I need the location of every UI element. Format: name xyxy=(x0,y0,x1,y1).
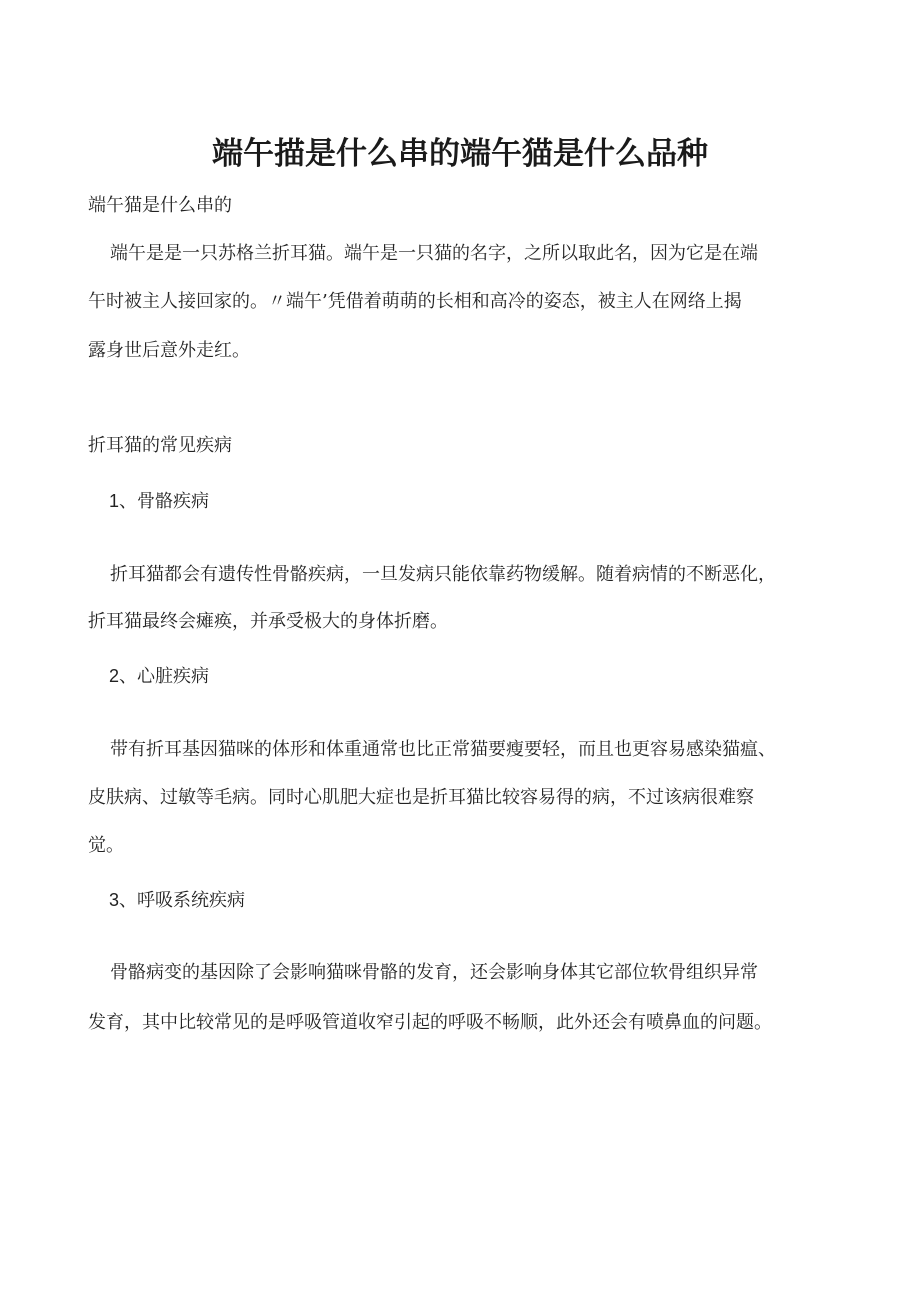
section-heading-1: 端午猫是什么串的 xyxy=(88,195,232,216)
list-item-label: 心脏疾病 xyxy=(137,666,210,687)
list-item-number: 1 xyxy=(109,491,120,511)
paragraph-1-line-3: 露身世后意外走红。 xyxy=(88,340,250,361)
item-2-line-1: 带有折耳基因猫咪的体形和体重通常也比正常猫要瘦要轻，而且也更容易感染猫瘟、 xyxy=(110,739,776,760)
list-item-heading-1 xyxy=(109,488,209,515)
section-heading-2: 折耳猫的常见疾病 xyxy=(88,435,232,456)
list-item-heading-2 xyxy=(109,663,209,690)
item-1-line-2: 折耳猫最终会瘫痪，并承受极大的身体折磨。 xyxy=(88,611,448,632)
list-item-number: 2 xyxy=(109,666,120,686)
document-title: 端午描是什么串的端午猫是什么品种 xyxy=(212,136,708,172)
list-item-label: 骨骼疾病 xyxy=(137,491,210,512)
list-item-separator: 、 xyxy=(119,666,138,687)
list-item-heading-3 xyxy=(109,887,245,914)
item-3-line-1: 骨骼病变的基因除了会影响猫咪骨骼的发育，还会影响身体其它部位软骨组织异常 xyxy=(110,962,758,983)
list-item-number: 3 xyxy=(109,890,120,910)
item-2-line-2: 皮肤病、过敏等毛病。同时心肌肥大症也是折耳猫比较容易得的病，不过该病很难察 xyxy=(88,787,754,808)
paragraph-1-line-2: 午时被主人接回家的。〃端午’凭借着萌萌的长相和高冷的姿态，被主人在网络上揭 xyxy=(88,291,742,312)
paragraph-1-line-1: 端午是是一只苏格兰折耳猫。端午是一只猫的名字，之所以取此名，因为它是在端 xyxy=(110,243,758,264)
list-item-separator: 、 xyxy=(119,890,138,911)
item-2-line-3: 觉。 xyxy=(88,835,124,856)
item-1-line-1: 折耳猫都会有遗传性骨骼疾病，一旦发病只能依靠药物缓解。随着病情的不断恶化， xyxy=(110,564,776,585)
list-item-separator: 、 xyxy=(119,491,138,512)
list-item-label: 呼吸系统疾病 xyxy=(137,890,246,911)
item-3-line-2: 发育，其中比较常见的是呼吸管道收窄引起的呼吸不畅顺，此外还会有喷鼻血的问题。 xyxy=(88,1012,772,1033)
